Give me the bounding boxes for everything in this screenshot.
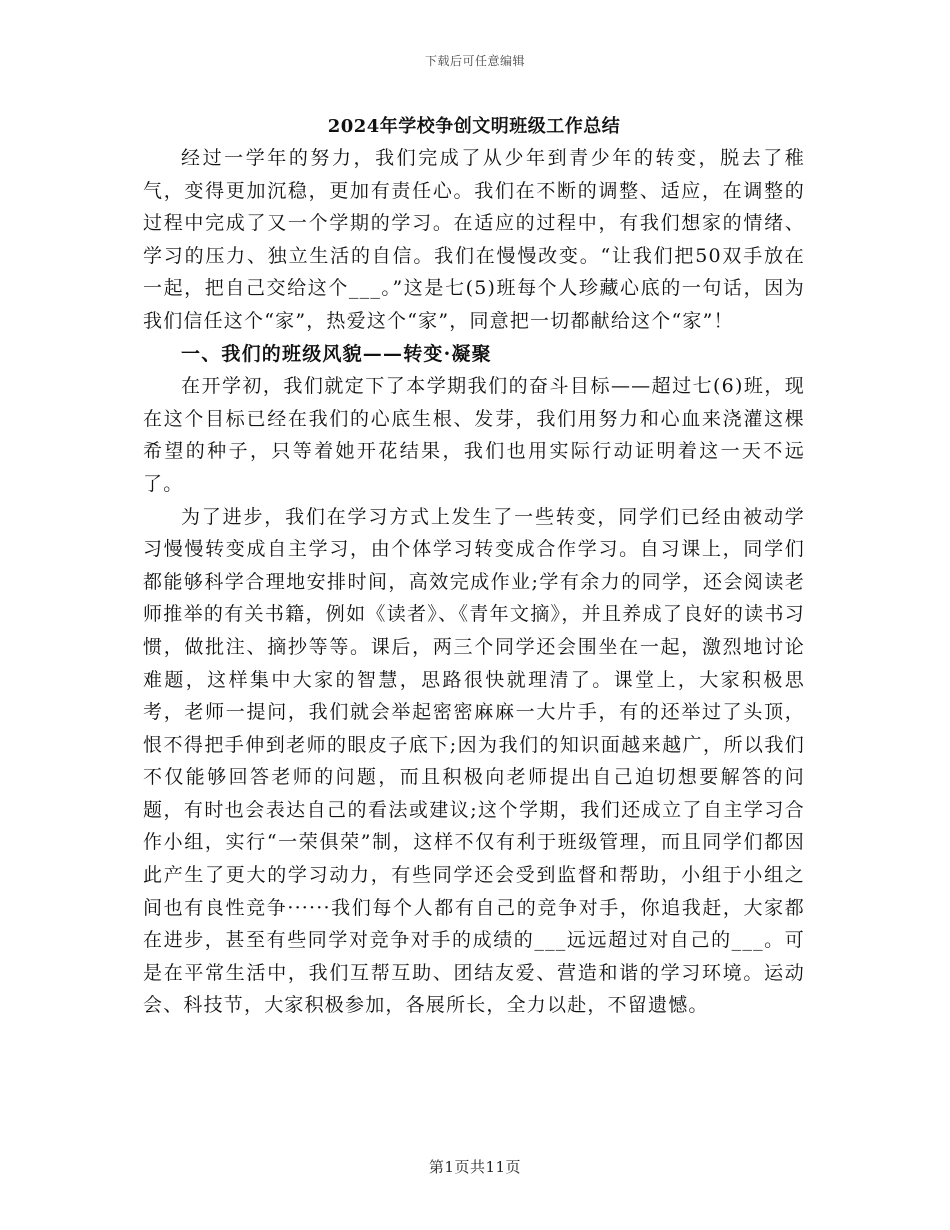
section-paragraph-2: 为了进步，我们在学习方式上发生了一些转变，同学们已经由被动学习慢慢转变成自主学习，由个体学习转变成合作学习。自习课上，同学们都能够科学合理地安排时间，高效完成作业;学有余力的同学，还会阅读老师推举的有关书籍，例如《读者》、《青年文摘》，并且养成了良好的读书习惯，做批注、摘抄等等。课后，两三个同学还会围坐在一起，激烈地讨论难题，这样集中大家的智慧，思路很快就理清了。课堂上，大家积极思考，老师一提问，我们就会举起密密麻麻一大片手，有的还举过了头顶，恨不得把手伸到老师的眼皮子底下;因为我们的知识面越来越广，所以我们不仅能够回答老师的问题，而且积极向老师提出自己迫切想要解答的问题，有时也会表达自己的看法或建议;这个学期，我们还成立了自主学习合作小组，实行“一荣俱荣”制，这样不仅有利于班级管理，而且同学们都因此产生了更大的学习动力，有些同学还会受到监督和帮助，小组于小组之间也有良性竞争······我们每个人都有自己的竞争对手，你追我赶，大家都在进步，甚至有些同学对竞争对手的成绩的___远远超过对自己的___。可是在平常生活中，我们互帮互助、团结友爱、营造和谐的学习环境。运动会、科技节，大家积极参加，各展所长，全力以赴，不留遗憾。 <box>143 505 805 1017</box>
intro-paragraph: 经过一学年的努力，我们完成了从少年到青少年的转变，脱去了稚气，变得更加沉稳，更加有责任心。我们在不断的调整、适应，在调整的过程中完成了又一个学期的学习。在适应的过程中，有我们想家的情绪、学习的压力、独立生活的自信。我们在慢慢改变。“让我们把50双手放在一起，把自己交给这个___。”这是七(5)班每个人珍藏心底的一句话，因为我们信任这个“家”，热爱这个“家”，同意把一切都献给这个“家”！ <box>143 147 805 332</box>
header-note: 下载后可任意编辑 <box>424 54 525 68</box>
section-heading: 一、我们的班级风貌——转变·凝聚 <box>181 342 492 365</box>
section-paragraph-1: 在开学初，我们就定下了本学期我们的奋斗目标——超过七(6)班，现在这个目标已经在我们的心底生根、发芽，我们用努力和心血来浇灌这棵希望的种子，只等着她开花结果，我们也用实际行动证明着这一天不远了。 <box>143 375 805 495</box>
page-footer: 第1页共11页 <box>428 1158 522 1176</box>
document-title: 2024年学校争创文明班级工作总结 <box>327 116 621 137</box>
document-body <box>143 112 805 1022</box>
